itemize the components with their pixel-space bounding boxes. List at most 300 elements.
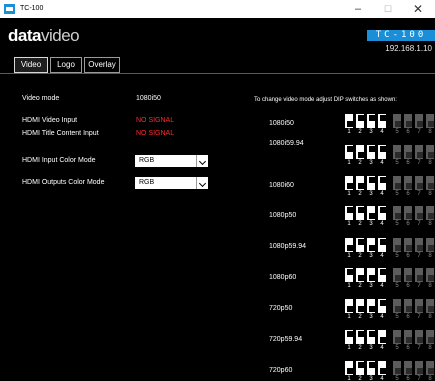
dip-switch-slot [378, 145, 386, 159]
dip-switch [377, 176, 387, 198]
dip-switch-number: 5 [395, 376, 399, 381]
dip-switch-slot [367, 268, 375, 282]
video-mode-option-label: 1080i60 [269, 182, 294, 189]
dip-switch-knob [347, 245, 353, 251]
chevron-down-icon[interactable] [196, 177, 208, 189]
dip-switch-knob [380, 337, 386, 343]
output-color-mode-value: RGB [139, 179, 155, 186]
dip-switch-knob [380, 115, 386, 121]
model-badge: TC-100 [367, 30, 435, 41]
dip-switch [344, 330, 354, 352]
dip-switch-number: 5 [395, 129, 399, 135]
dip-switch [425, 176, 435, 198]
dip-switch-slot [426, 238, 434, 252]
dip-switch [414, 268, 424, 290]
dip-switch-number: 4 [380, 345, 384, 351]
dip-switch [366, 206, 376, 228]
dip-switch-knob [395, 368, 401, 374]
dip-switch-slot [356, 330, 364, 344]
dip-switch-number: 8 [428, 253, 432, 259]
dip-switch-number: 8 [428, 314, 432, 320]
dip-switch-slot [415, 330, 423, 344]
dip-switch [366, 114, 376, 136]
dip-switch-knob [406, 275, 412, 281]
hdmi-video-input-label: HDMI Video Input [22, 117, 78, 124]
dip-switch-knob [380, 146, 386, 152]
dip-switch [344, 145, 354, 167]
dip-switch [355, 176, 365, 198]
dip-switch-knob [417, 121, 423, 127]
dip-switch-slot [345, 299, 353, 313]
dip-switch-knob [428, 121, 434, 127]
dip-switch-number: 4 [380, 314, 384, 320]
dip-switch-knob [369, 177, 375, 183]
dip-switch [366, 268, 376, 290]
dip-switch-number: 7 [417, 221, 421, 227]
dip-switch-number: 5 [395, 191, 399, 197]
dip-switch-knob [395, 152, 401, 158]
dip-switch [414, 145, 424, 167]
dip-switch-slot [426, 268, 434, 282]
logo-text-light: video [40, 26, 80, 45]
dip-switch [344, 114, 354, 136]
dip-switch-number: 7 [417, 283, 421, 289]
dip-switch [377, 114, 387, 136]
dip-switch-number: 2 [358, 160, 362, 166]
dip-switch-slot [345, 268, 353, 282]
dip-switch [355, 114, 365, 136]
dip-switch-knob [395, 275, 401, 281]
dip-switch-knob [369, 331, 375, 337]
dip-switch [377, 268, 387, 290]
dip-switch-number: 8 [428, 376, 432, 381]
dip-switch-slot [356, 145, 364, 159]
dip-switch [414, 176, 424, 198]
dip-switch-knob [406, 306, 412, 312]
dip-switch [403, 330, 413, 352]
dip-switch-knob [358, 207, 364, 213]
dip-switch-number: 5 [395, 314, 399, 320]
dip-switch-knob [428, 213, 434, 219]
dip-switch-number: 2 [358, 221, 362, 227]
dip-switch [414, 330, 424, 352]
window-title: TC-100 [20, 5, 44, 12]
dip-switch-number: 7 [417, 129, 421, 135]
dip-switch-number: 4 [380, 253, 384, 259]
dip-switch-slot [404, 206, 412, 220]
dip-switch-number: 2 [358, 345, 362, 351]
dip-switch-number: 4 [380, 160, 384, 166]
dip-switch-knob [358, 275, 364, 281]
dip-switch-knob [428, 368, 434, 374]
dip-switch [425, 330, 435, 352]
dip-switch-slot [393, 206, 401, 220]
dip-switch-slot [415, 114, 423, 128]
output-color-mode-select[interactable] [135, 177, 208, 189]
dip-switch-knob [428, 152, 434, 158]
dip-switch-slot [356, 114, 364, 128]
dip-switch-number: 2 [358, 376, 362, 381]
dip-switch-slot [393, 145, 401, 159]
dip-switch-slot [378, 299, 386, 313]
dip-switch [377, 206, 387, 228]
dip-switch [425, 114, 435, 136]
dip-switch-number: 6 [406, 191, 410, 197]
dip-switch-knob [358, 183, 364, 189]
dip-switch-number: 3 [369, 345, 373, 351]
dip-switch-slot [367, 176, 375, 190]
dip-switch [392, 361, 402, 381]
dip-switch-number: 1 [347, 376, 351, 381]
logo-text-bold: data [8, 26, 41, 45]
video-mode-label: Video mode [22, 95, 60, 102]
dip-switch-number: 5 [395, 283, 399, 289]
dip-switch-slot [415, 206, 423, 220]
dip-switch-number: 1 [347, 253, 351, 259]
dip-switch [403, 361, 413, 381]
dip-switch-slot [415, 145, 423, 159]
output-color-mode-label: HDMI Outputs Color Mode [22, 179, 105, 186]
dip-switch-knob [358, 152, 364, 158]
title-bar [0, 0, 435, 18]
dip-switch [344, 206, 354, 228]
dip-switch-number: 8 [428, 221, 432, 227]
dip-switch-number: 3 [369, 129, 373, 135]
dip-switch-number: 1 [347, 345, 351, 351]
dip-switch [414, 299, 424, 321]
dip-switch-number: 8 [428, 160, 432, 166]
dip-switch [403, 114, 413, 136]
dip-switch [414, 361, 424, 381]
dip-switch [344, 176, 354, 198]
tab-divider [0, 73, 435, 74]
dip-switch-number: 8 [428, 191, 432, 197]
dip-switch-number: 3 [369, 191, 373, 197]
dip-switch [355, 145, 365, 167]
dip-switch-number: 7 [417, 191, 421, 197]
video-mode-option-label: 720p59.94 [269, 336, 303, 343]
dip-switch-slot [426, 145, 434, 159]
dip-switch-number: 2 [358, 129, 362, 135]
dip-switch [344, 361, 354, 381]
dip-switch-number: 1 [347, 314, 351, 320]
dip-switch-diagram [344, 268, 432, 290]
dip-switch [377, 238, 387, 260]
video-mode-option-label: 720p60 [269, 367, 293, 374]
dip-switch-slot [404, 330, 412, 344]
dip-switch-knob [380, 300, 386, 306]
dip-switch-knob [406, 368, 412, 374]
dip-switch [392, 145, 402, 167]
dip-switch-number: 7 [417, 376, 421, 381]
dip-switch-number: 3 [369, 160, 373, 166]
dip-switch-knob [395, 306, 401, 312]
dip-switch-number: 1 [347, 221, 351, 227]
dip-switch-slot [426, 299, 434, 313]
dip-switch [403, 299, 413, 321]
dip-switch-knob [395, 213, 401, 219]
dip-switch-knob [406, 213, 412, 219]
dip-switch [366, 176, 376, 198]
dip-switch [344, 299, 354, 321]
dip-switch-slot [378, 268, 386, 282]
dip-switch-knob [369, 306, 375, 312]
dip-switch [425, 361, 435, 381]
dip-switch-slot [404, 268, 412, 282]
dip-switch [344, 238, 354, 260]
dip-switch [392, 206, 402, 228]
dip-switch [366, 330, 376, 352]
dip-switch-knob [369, 362, 375, 368]
dip-switch-slot [356, 268, 364, 282]
dip-switch-slot [415, 268, 423, 282]
dip-switch-knob [380, 269, 386, 275]
minimize-button[interactable]: – [354, 3, 362, 15]
dip-switch-number: 1 [347, 283, 351, 289]
dip-switch [355, 361, 365, 381]
dip-switch-number: 7 [417, 314, 421, 320]
dip-switch-slot [356, 238, 364, 252]
dip-switch-slot [404, 238, 412, 252]
dip-switch-slot [404, 361, 412, 375]
dip-switch-number: 8 [428, 345, 432, 351]
dip-switch-knob [417, 183, 423, 189]
dip-switch-knob [380, 177, 386, 183]
dip-switch-number: 7 [417, 160, 421, 166]
dip-switch [403, 206, 413, 228]
dip-switch-slot [356, 361, 364, 375]
dip-switch-knob [395, 337, 401, 343]
dip-switch-number: 3 [369, 221, 373, 227]
dip-switch-slot [404, 176, 412, 190]
dip-switch-slot [393, 299, 401, 313]
dip-switch-diagram [344, 238, 432, 260]
dip-switch-knob [406, 152, 412, 158]
dip-switch-knob [417, 306, 423, 312]
dip-switch-slot [345, 206, 353, 220]
dip-switch-number: 6 [406, 283, 410, 289]
dip-switch-slot [404, 299, 412, 313]
dip-switch-slot [367, 238, 375, 252]
dip-switch-slot [393, 361, 401, 375]
dip-switch-knob [358, 362, 364, 368]
dip-switch-knob [380, 207, 386, 213]
input-color-mode-label: HDMI Input Color Mode [22, 157, 96, 164]
dip-switch [425, 299, 435, 321]
dip-switch-knob [428, 337, 434, 343]
dip-switch-slot [356, 176, 364, 190]
dip-switch-slot [393, 238, 401, 252]
dip-switch [366, 299, 376, 321]
datavideo-logo [8, 26, 79, 46]
dip-switch-slot [367, 299, 375, 313]
dip-switch-diagram [344, 206, 432, 228]
dip-switch-diagram [344, 330, 432, 352]
dip-switch-diagram [344, 361, 432, 381]
tab-logo[interactable]: Logo [50, 57, 82, 73]
dip-switch-slot [378, 361, 386, 375]
dip-switch-slot [367, 206, 375, 220]
dip-switch [403, 268, 413, 290]
dip-switch-number: 2 [358, 283, 362, 289]
dip-switch [377, 145, 387, 167]
dip-switch-number: 4 [380, 191, 384, 197]
dip-switch-knob [406, 121, 412, 127]
dip-switch-knob [417, 337, 423, 343]
dip-switch [425, 206, 435, 228]
dip-switch-slot [356, 206, 364, 220]
dip-switch-slot [415, 361, 423, 375]
input-color-mode-value: RGB [139, 157, 155, 164]
dip-switch-diagram [344, 176, 432, 198]
dip-switch-number: 4 [380, 283, 384, 289]
dip-switch-slot [345, 330, 353, 344]
dip-switch-number: 8 [428, 129, 432, 135]
hdmi-title-input-label: HDMI Title Content Input [22, 130, 99, 137]
dip-switch-number: 5 [395, 253, 399, 259]
dip-switch-slot [367, 145, 375, 159]
dip-switch-slot [345, 238, 353, 252]
dip-switch-knob [369, 213, 375, 219]
dip-switch [403, 145, 413, 167]
tab-video[interactable]: Video [14, 57, 48, 73]
ip-address: 192.168.1.10 [385, 44, 432, 53]
dip-switch-number: 7 [417, 253, 421, 259]
dip-switch-knob [417, 275, 423, 281]
dip-switch [355, 206, 365, 228]
video-mode-option-label: 1080p59.94 [269, 243, 306, 250]
dip-switch [392, 176, 402, 198]
dip-switch-number: 8 [428, 283, 432, 289]
dip-switch-knob [395, 245, 401, 251]
dip-switch [355, 268, 365, 290]
dip-switch-number: 5 [395, 221, 399, 227]
chevron-down-icon[interactable] [196, 155, 208, 167]
hdmi-video-input-status: NO SIGNAL [136, 117, 175, 124]
dip-switch-knob [369, 115, 375, 121]
app-icon [4, 4, 15, 14]
dip-switch-slot [426, 206, 434, 220]
dip-switch [392, 268, 402, 290]
dip-switch-slot [393, 268, 401, 282]
dip-switch-slot [404, 145, 412, 159]
dip-switch [425, 238, 435, 260]
dip-switch-slot [378, 114, 386, 128]
dip-switch [355, 238, 365, 260]
dip-switch-knob [347, 207, 353, 213]
dip-switch-number: 3 [369, 376, 373, 381]
dip-switch-number: 1 [347, 160, 351, 166]
dip-switch-knob [417, 368, 423, 374]
dip-switch-knob [347, 331, 353, 337]
dip-switch-knob [380, 239, 386, 245]
dip-switch [403, 176, 413, 198]
dip-switch-knob [428, 245, 434, 251]
dip-switch-slot [378, 176, 386, 190]
dip-switch-number: 3 [369, 253, 373, 259]
dip-switch-slot [426, 176, 434, 190]
dip-switch [425, 145, 435, 167]
dip-switch [355, 330, 365, 352]
dip-switch-slot [378, 330, 386, 344]
dip-switch-slot [345, 145, 353, 159]
dip-switch-knob [358, 115, 364, 121]
dip-switch-slot [345, 361, 353, 375]
dip-switch [392, 238, 402, 260]
dip-switch-knob [417, 152, 423, 158]
close-button[interactable]: ✕ [412, 2, 424, 16]
dip-switch-number: 6 [406, 376, 410, 381]
video-mode-option-label: 1080i59.94 [269, 140, 304, 147]
dip-switch-knob [358, 331, 364, 337]
dip-switch-knob [347, 368, 353, 374]
video-mode-option-label: 1080p50 [269, 212, 297, 219]
dip-switch-slot [426, 330, 434, 344]
maximize-button[interactable]: ☐ [383, 4, 393, 14]
dip-switch-slot [393, 176, 401, 190]
dip-switch-diagram [344, 145, 432, 167]
dip-switch-number: 6 [406, 314, 410, 320]
dip-switch-knob [417, 213, 423, 219]
dip-switch-knob [369, 275, 375, 281]
dip-switch-number: 2 [358, 191, 362, 197]
dip-switch-knob [358, 306, 364, 312]
dip-switch [403, 238, 413, 260]
dip-switch-number: 6 [406, 345, 410, 351]
dip-switch [392, 330, 402, 352]
dip-switch [377, 330, 387, 352]
dip-switch-slot [378, 206, 386, 220]
dip-switch [355, 299, 365, 321]
dip-switch-slot [415, 238, 423, 252]
dip-switch-number: 4 [380, 221, 384, 227]
dip-switch-slot [367, 330, 375, 344]
dip-switch-diagram [344, 299, 432, 321]
dip-switch-knob [406, 245, 412, 251]
dip-switch-number: 5 [395, 345, 399, 351]
tab-overlay[interactable]: Overlay [84, 57, 120, 73]
dip-switch-knob [417, 245, 423, 251]
dip-switch-slot [393, 114, 401, 128]
dip-switch-knob [428, 306, 434, 312]
dip-switch-number: 6 [406, 160, 410, 166]
input-color-mode-select[interactable] [135, 155, 208, 167]
dip-switch [366, 238, 376, 260]
video-mode-option-label: 720p50 [269, 305, 293, 312]
dip-switch [414, 238, 424, 260]
dip-switch-slot [415, 176, 423, 190]
dip-switch-knob [406, 183, 412, 189]
dip-switch-number: 2 [358, 253, 362, 259]
dip-switch [425, 268, 435, 290]
dip-switch-knob [347, 306, 353, 312]
dip-switch-slot [404, 114, 412, 128]
dip-switch-knob [369, 245, 375, 251]
dip-switch-knob [406, 337, 412, 343]
dip-switch-knob [347, 183, 353, 189]
dip-switch-knob [347, 121, 353, 127]
dip-switch-number: 6 [406, 129, 410, 135]
dip-switch-number: 7 [417, 345, 421, 351]
dip-switch [377, 299, 387, 321]
dip-switch [414, 114, 424, 136]
dip-switch [414, 206, 424, 228]
dip-switch-number: 4 [380, 376, 384, 381]
dip-switch-number: 1 [347, 191, 351, 197]
dip-switch [392, 114, 402, 136]
dip-switch-number: 3 [369, 314, 373, 320]
hdmi-title-input-status: NO SIGNAL [136, 130, 175, 137]
